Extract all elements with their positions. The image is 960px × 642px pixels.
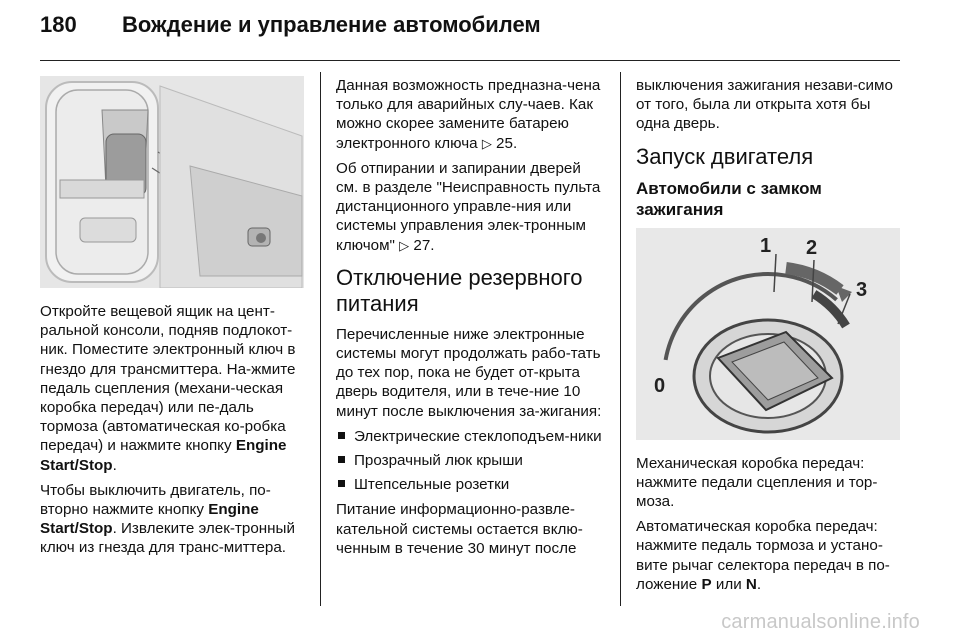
section-heading-backup-power: Отключение резервного питания [336, 264, 583, 316]
col2-paragraph-3: Перечисленные ниже электронные системы могут продолжать рабо-тать до тех пор, пока не будет от-крыта дверь водителя, или в тече-ние 10 минут после выключения за-жигания: [336, 325, 602, 420]
list-item-text: Штепсельные розетки [354, 476, 510, 494]
col3-p3-end: . [756, 575, 762, 593]
page-title: Вождение и управление автомобилем [122, 12, 541, 37]
bullet-icon [338, 480, 345, 487]
arrow-ref-icon: ▷ [481, 135, 492, 151]
col3-paragraph-1: выключения зажигания незави-симо от того, была ли открыта хотя бы одна дверь. [636, 77, 893, 133]
column-divider-1 [320, 72, 321, 606]
column-divider-2 [620, 72, 621, 606]
list-item [336, 427, 604, 446]
systems-list [336, 427, 604, 495]
page-number: 180 [40, 12, 77, 37]
col2-ref-1: 25. [496, 134, 518, 152]
section-heading-engine-start: Запуск двигателя [636, 143, 814, 169]
list-item [336, 451, 604, 470]
col2-paragraph-2: Об отпирании и запирании дверей см. в разделе "Неисправность пульта дистанционного управле-ния или системы управления элек-тронным ключом" [336, 159, 601, 254]
column-2 [336, 76, 604, 564]
col3-paragraph-3: Автоматическая коробка передач: нажмите педаль тормоза и устано-вите рычаг селектора передач в по-ложение [636, 518, 890, 593]
list-item-text: Электрические стеклоподъем-ники [354, 427, 602, 445]
ignition-positions-figure [636, 228, 900, 440]
list-item [336, 475, 604, 494]
gear-position-n: N [745, 575, 757, 593]
position-label-1: 1 [760, 234, 772, 257]
col1-p2-end: . Извлеките элек-тронный ключ из гнезда для транс-миттера. [40, 520, 295, 557]
position-label-2: 2 [806, 236, 818, 259]
engine-start-stop-label: Engine Start/Stop [40, 437, 287, 474]
engine-start-stop-label-2: Engine Start/Stop [40, 501, 259, 538]
gear-position-p: P [701, 575, 712, 593]
page-header [40, 12, 920, 52]
list-item-text: Прозрачный люк крыши [354, 452, 523, 470]
column-3 [636, 76, 906, 600]
header-rule [40, 60, 900, 61]
position-label-3: 3 [856, 278, 868, 301]
col2-paragraph-4: Питание информационно-развле-кательной системы остается вклю-ченным в течение 30 минут после [336, 501, 583, 557]
column-1 [40, 76, 308, 564]
col1-paragraph-2: Чтобы выключить двигатель, по-вторно нажмите кнопку [40, 481, 271, 519]
col3-or: или [715, 575, 742, 593]
col1-paragraph-1: Откройте вещевой ящик на цент-ральной консоли, подняв подлокот-ник. Поместите электронный ключ в гнездо для трансмиттера. На-жмите педаль сцепления (механи-ческая коробка передач) или пе-даль тормоза (автоматическая ко-робка передач) и нажмите кнопку [40, 303, 296, 455]
arrow-ref-icon: ▷ [399, 237, 410, 253]
position-label-0: 0 [654, 374, 666, 397]
console-key-slot-figure [40, 76, 304, 288]
bullet-icon [338, 456, 345, 463]
col2-paragraph-1: Данная возможность предназна-чена только для аварийных слу-чаев. Как можно скорее замените батарею электронного ключа [336, 77, 601, 152]
watermark: carmanualsonline.info [721, 611, 920, 633]
col1-p1-end: . [112, 456, 117, 474]
bullet-icon [338, 432, 345, 439]
col3-paragraph-2: Механическая коробка передач: нажмите педали сцепления и тор-моза. [636, 454, 878, 511]
subheading-ignition-lock: Автомобили с замком зажигания [636, 178, 822, 219]
col2-ref-2: 27. [413, 236, 435, 254]
